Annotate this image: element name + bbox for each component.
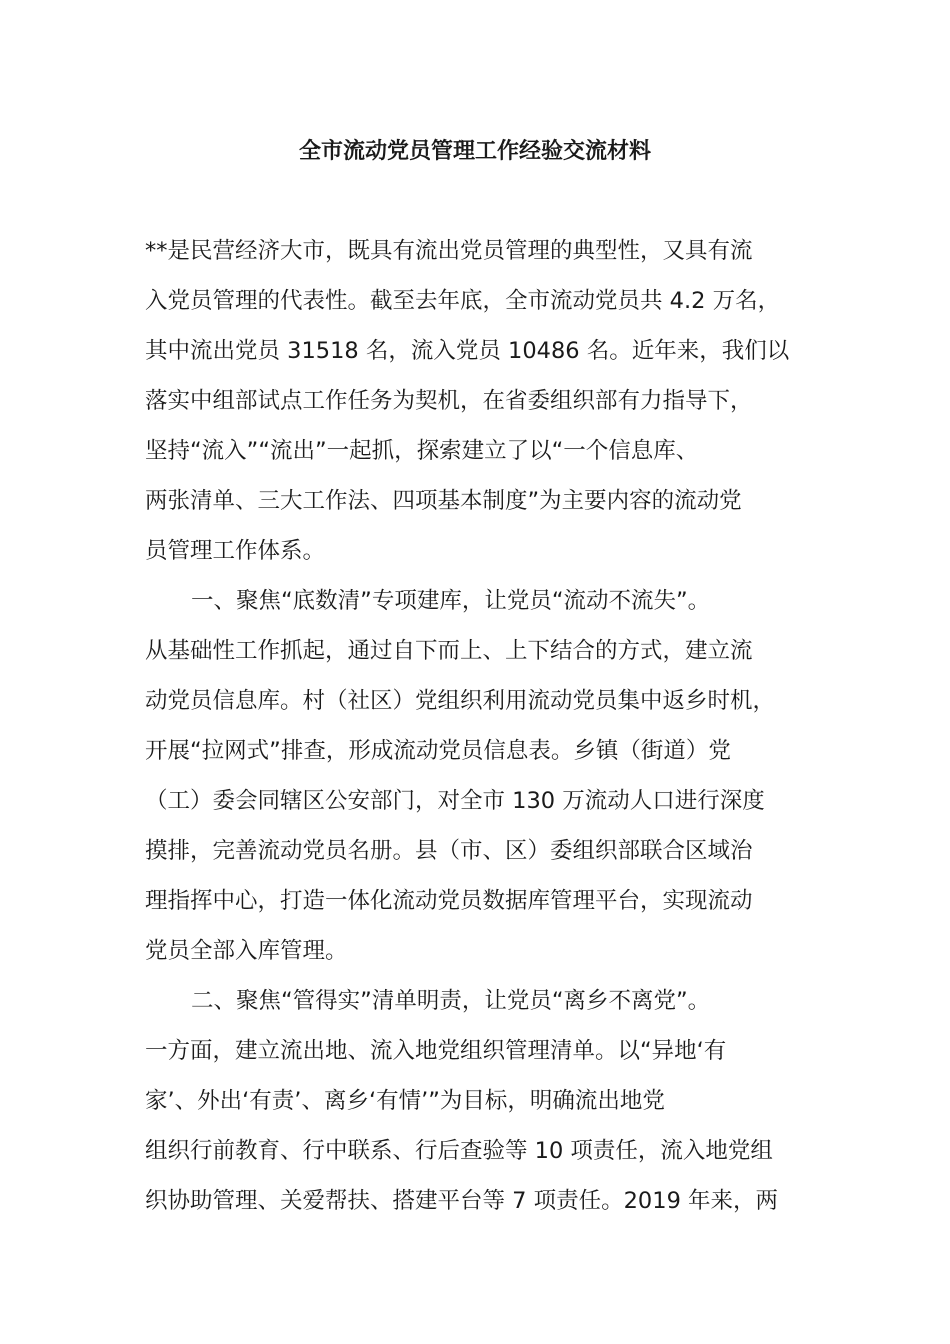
section-heading-line: 二、聚焦“管得实”清单明责，让党员“离乡不离党”。	[191, 988, 711, 1014]
paragraph-line: 从基础性工作抓起，通过自下而上、上下结合的方式，建立流	[145, 638, 753, 664]
paragraph-line: 摸排，完善流动党员名册。县（市、区）委组织部联合区域治	[145, 838, 753, 864]
paragraph-line: 一方面，建立流出地、流入地党组织管理清单。以“异地‘有	[145, 1038, 727, 1064]
section-heading-line: 一、聚焦“底数清”专项建库，让党员“流动不流失”。	[191, 588, 711, 614]
paragraph-line: 坚持“流入”“流出”一起抓，探索建立了以“一个信息库、	[145, 438, 699, 464]
document-title: 全市流动党员管理工作经验交流材料	[298, 139, 651, 164]
paragraph-line: （工）委会同辖区公安部门，对全市 130 万流动人口进行深度	[145, 788, 765, 814]
paragraph-line: 其中流出党员 31518 名，流入党员 10486 名。近年来，我们以	[145, 338, 790, 364]
paragraph-line: 理指挥中心，打造一体化流动党员数据库管理平台，实现流动	[145, 888, 753, 914]
paragraph-line: 落实中组部试点工作任务为契机，在省委组织部有力指导下，	[145, 388, 753, 414]
paragraph-line: 织协助管理、关爱帮扶、搭建平台等 7 项责任。2019 年来，两	[145, 1188, 779, 1214]
paragraph-line: 开展“拉网式”排查，形成流动党员信息表。乡镇（街道）党	[145, 738, 731, 764]
paragraph-line: 组织行前教育、行中联系、行后查验等 10 项责任，流入地党组	[145, 1138, 773, 1164]
paragraph-line: 入党员管理的代表性。截至去年底，全市流动党员共 4.2 万名，	[145, 288, 781, 314]
paragraph-line: 党员全部入库管理。	[145, 938, 348, 964]
paragraph-line: **是民营经济大市，既具有流出党员管理的典型性，又具有流	[145, 238, 753, 264]
paragraph-line: 两张清单、三大工作法、四项基本制度”为主要内容的流动党	[145, 488, 742, 514]
paragraph-line: 家’、外出‘有责’、离乡‘有情’”为目标，明确流出地党	[145, 1088, 665, 1114]
paragraph-line: 员管理工作体系。	[145, 538, 326, 564]
paragraph-line: 动党员信息库。村（社区）党组织利用流动党员集中返乡时机，	[145, 688, 776, 714]
